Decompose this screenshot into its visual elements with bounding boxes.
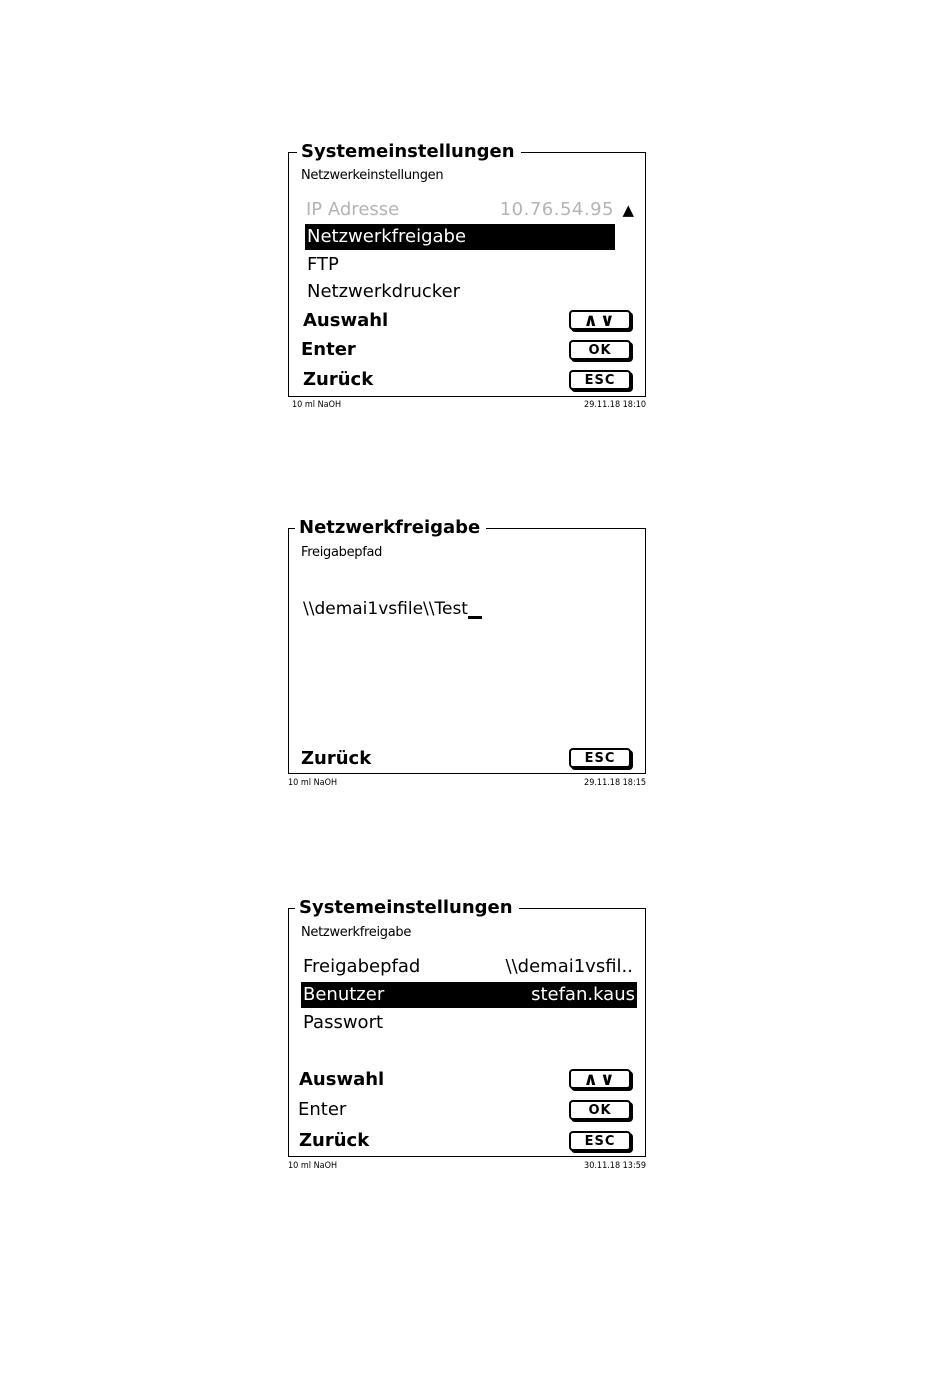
zurueck-label: Zurück: [301, 748, 372, 769]
share-path-value: \\demai1vsfile\\Test: [303, 599, 468, 619]
enter-label: Enter: [301, 339, 356, 360]
footer-datetime: 30.11.18 13:59: [584, 1161, 646, 1171]
dialog-title: Netzwerkfreigabe: [295, 517, 486, 539]
up-down-key-button[interactable]: ∧∨: [569, 310, 631, 330]
zurueck-label: Zurück: [299, 1130, 370, 1151]
menu-item-passwort[interactable]: [303, 1010, 383, 1036]
text-cursor: [468, 599, 482, 619]
menu-item-label: IP Adresse: [306, 199, 400, 220]
footer-datetime: 29.11.18 18:10: [584, 400, 646, 410]
screen-share-path-input: [288, 517, 648, 796]
ip-address-value: 10.76.54.95: [499, 199, 614, 220]
menu-item-label: Freigabepfad: [303, 956, 421, 977]
footer-method: 10 ml NaOH: [292, 400, 342, 410]
menu-item-value: \\demai1vsfil..: [505, 956, 633, 977]
zurueck-label: Zurück: [303, 369, 374, 390]
up-down-key-button[interactable]: ∧∨: [569, 1069, 631, 1089]
menu-item-label: FTP: [307, 254, 339, 275]
menu-item-ftp[interactable]: [307, 252, 339, 278]
esc-key-button[interactable]: ESC: [569, 748, 631, 768]
menu-item-freigabepfad[interactable]: [303, 954, 635, 980]
enter-label: Enter: [298, 1099, 347, 1120]
auswahl-label: Auswahl: [303, 310, 389, 331]
menu-item-label: Benutzer: [303, 984, 385, 1005]
menu-item-netzwerkdrucker[interactable]: [307, 279, 460, 305]
dialog-panel: [288, 897, 646, 1157]
dialog-title: Systemeinstellungen: [297, 141, 521, 163]
menu-item-benutzer[interactable]: [301, 982, 637, 1008]
share-path-input[interactable]: [303, 599, 482, 619]
screen-share-settings: [288, 897, 648, 1178]
menu-item-label: Netzwerkdrucker: [307, 281, 461, 302]
menu-item-value: stefan.kaus: [531, 984, 635, 1005]
footer-datetime: 29.11.18 18:15: [584, 778, 646, 788]
esc-key-button[interactable]: ESC: [569, 1131, 631, 1151]
footer-method: 10 ml NaOH: [288, 778, 338, 788]
dialog-subtitle: Freigabepfad: [301, 545, 383, 560]
dialog-title: Systemeinstellungen: [295, 897, 519, 919]
dialog-panel: [288, 517, 646, 774]
dialog-subtitle: Netzwerkeinstellungen: [301, 168, 444, 183]
auswahl-label: Auswahl: [299, 1069, 385, 1090]
esc-key-button[interactable]: ESC: [569, 370, 631, 390]
screen-network-settings: [288, 141, 648, 417]
ok-key-button[interactable]: OK: [569, 1100, 631, 1120]
ok-key-button[interactable]: OK: [569, 340, 631, 360]
menu-item-label: Netzwerkfreigabe: [307, 226, 467, 247]
menu-item-ip-address: [306, 197, 636, 223]
footer-method: 10 ml NaOH: [288, 1161, 338, 1171]
menu-item-netzwerkfreigabe[interactable]: [305, 224, 615, 250]
dialog-panel: [288, 141, 646, 397]
dialog-subtitle: Netzwerkfreigabe: [301, 925, 412, 940]
scroll-up-arrow-icon[interactable]: ▲: [622, 201, 634, 219]
menu-item-label: Passwort: [303, 1012, 384, 1033]
